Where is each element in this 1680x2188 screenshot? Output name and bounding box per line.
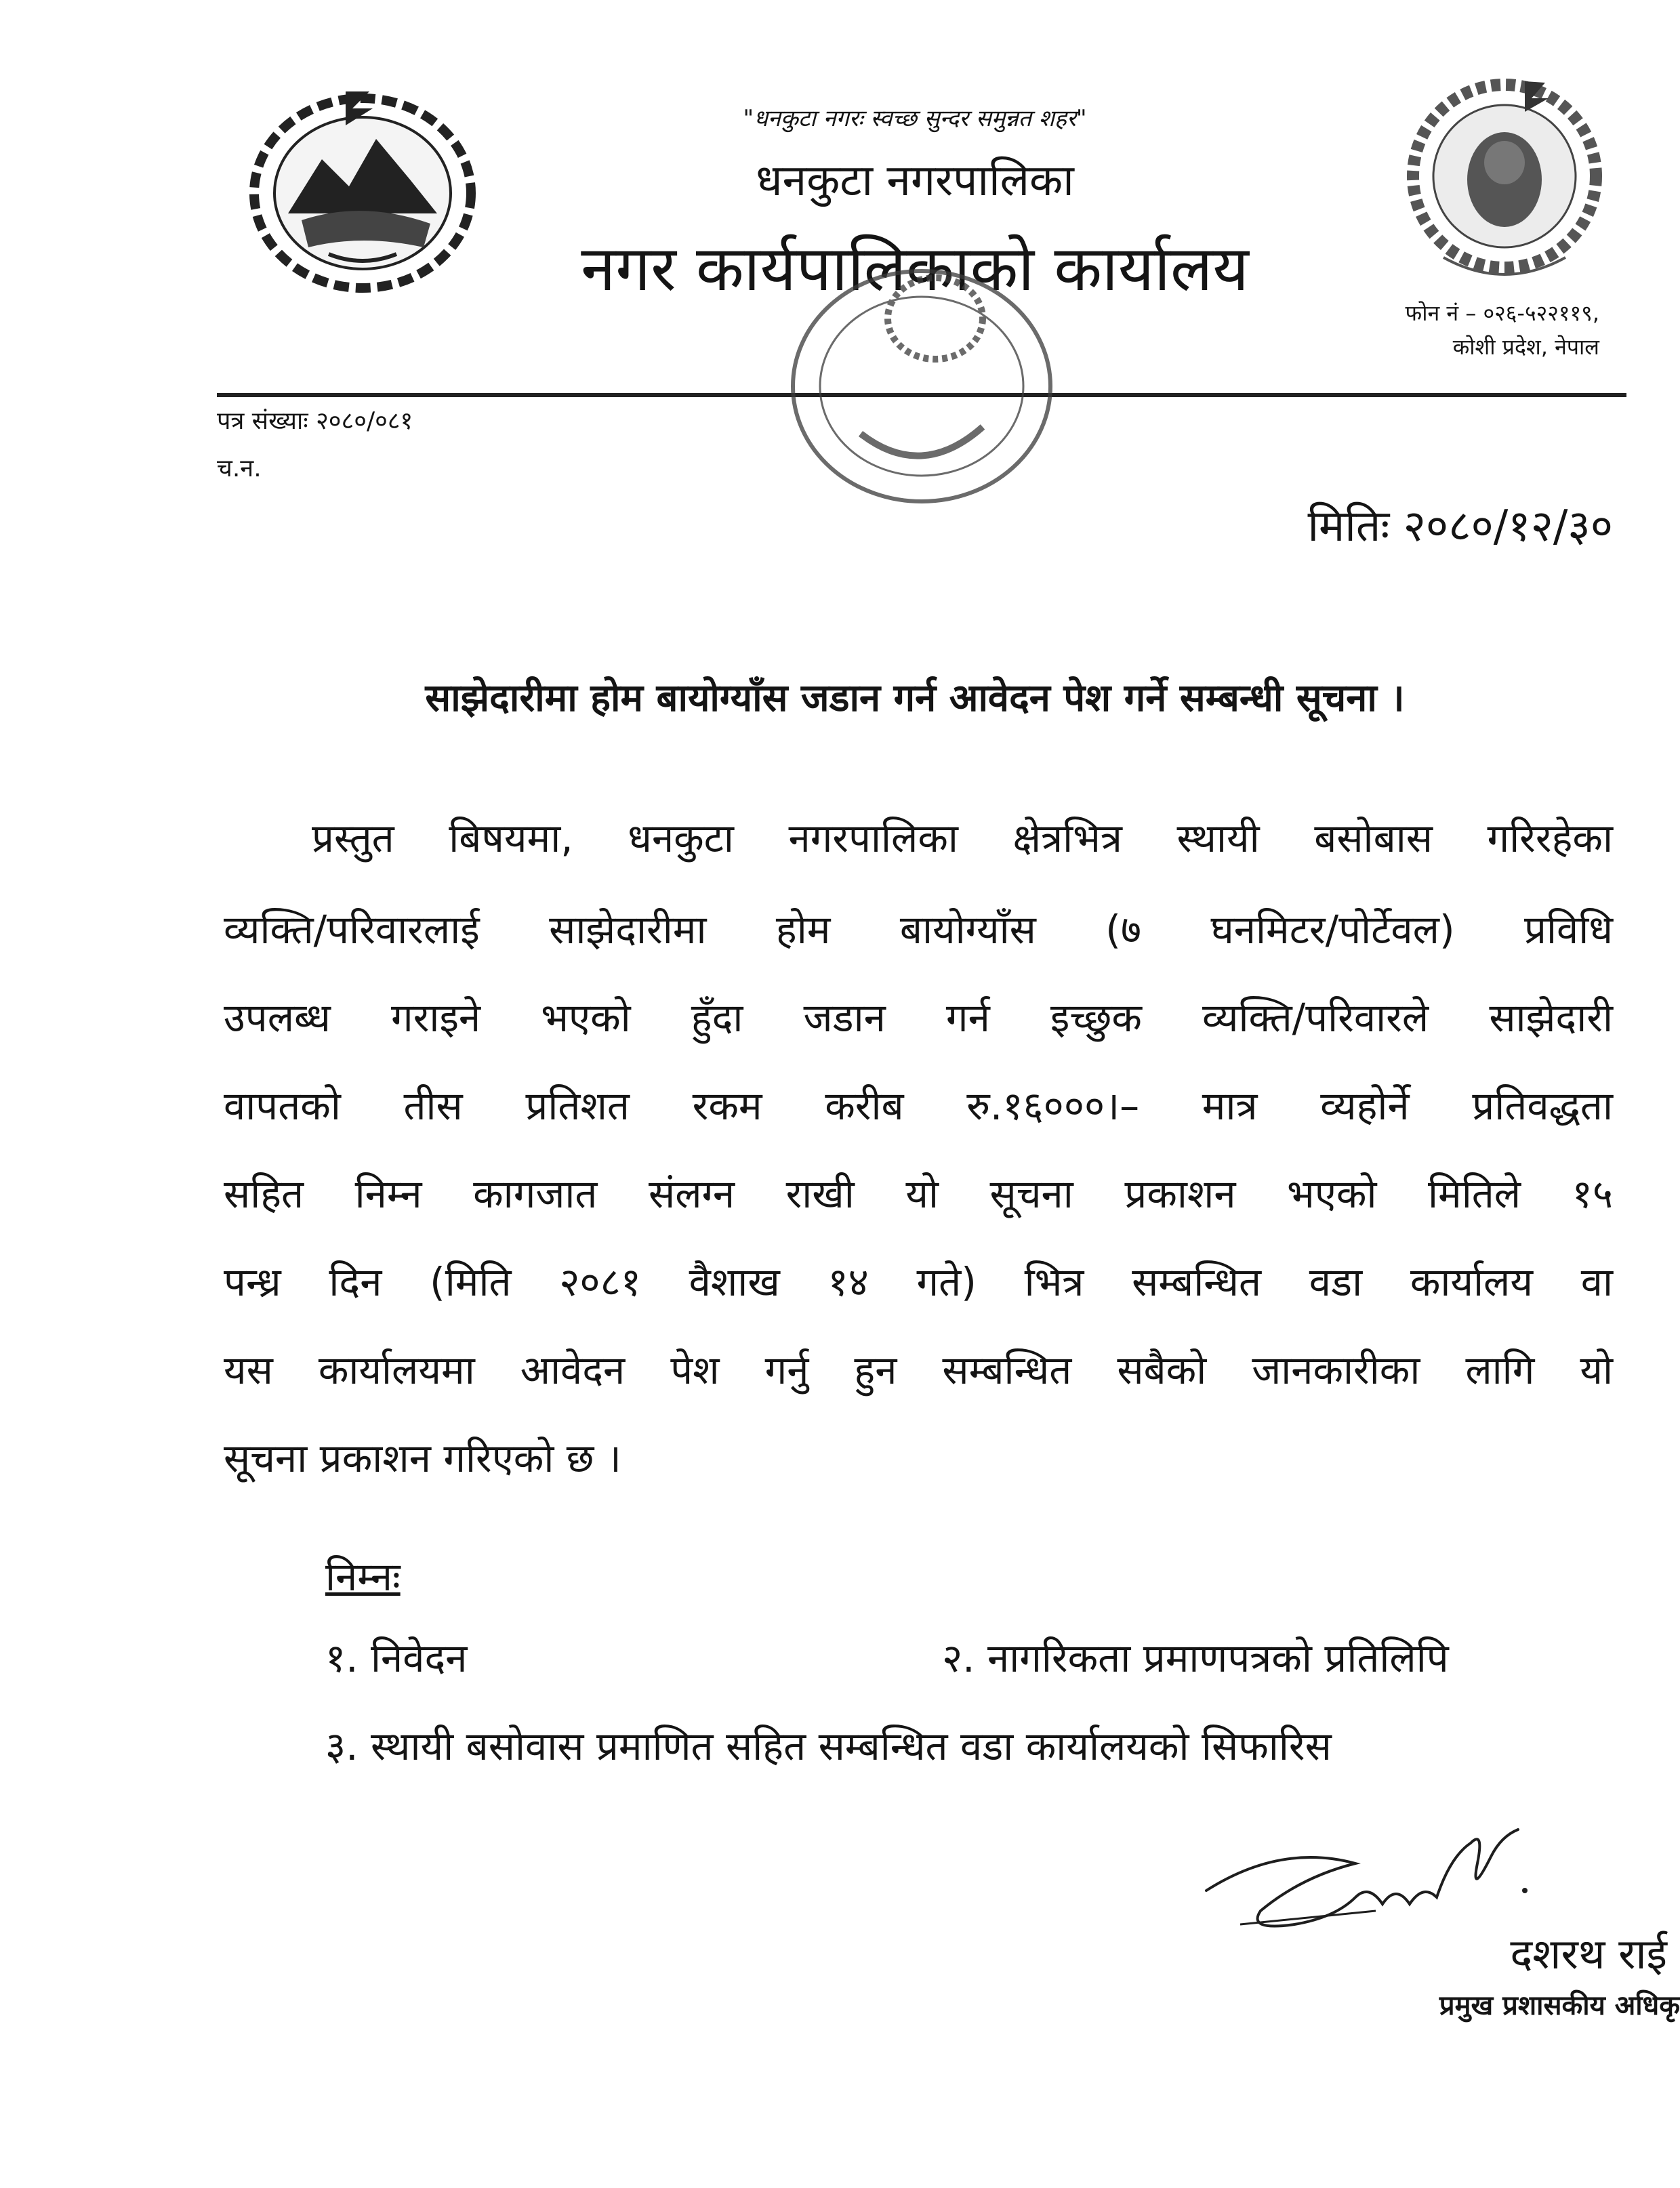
- phone-number: फोन नं – ०२६-५२२११९,: [1405, 300, 1599, 326]
- body-line: वापतको तीस प्रतिशत रकम करीब रु.१६०००।– मात्र व्यहोर्ने प्रतिवद्धता: [224, 1083, 1613, 1129]
- body-line: सूचना प्रकाशन गरिएको छ ।: [224, 1435, 621, 1481]
- office-stamp: [779, 257, 1064, 515]
- requirements-heading: निम्नः: [325, 1554, 401, 1600]
- dispatch-number: च.न.: [217, 455, 262, 482]
- notice-subject: साझेदारीमा होम बायोग्याँस जडान गर्न आवेदन पेश गर्ने सम्बन्धी सूचना ।: [425, 676, 1405, 720]
- signatory-title: प्रमुख प्रशासकीय अधिकृ: [1439, 1990, 1680, 2021]
- nepal-emblem-logo: [241, 78, 485, 302]
- body-line: उपलब्ध गराइने भएको हुँदा जडान गर्न इच्छुक व्यक्ति/परिवारले साझेदारी: [224, 995, 1613, 1041]
- letter-date: मितिः २०८०/१२/३०: [1307, 501, 1613, 552]
- requirement-item: ३. स्थायी बसोवास प्रमाणित सहित सम्बन्धित वडा कार्यालयको सिफारिस: [325, 1723, 1332, 1769]
- body-line: सहित निम्न कागजात संलग्न राखी यो सूचना प्रकाशन भएको मितिले १५: [224, 1171, 1613, 1217]
- province-address: कोशी प्रदेश, नेपाल: [1452, 334, 1599, 360]
- body-line: यस कार्यालयमा आवेदन पेश गर्नु हुन सम्बन्धित सबैको जानकारीका लागि यो: [224, 1347, 1613, 1393]
- requirement-item: २. नागरिकता प्रमाणपत्रको प्रतिलिपि: [942, 1635, 1449, 1681]
- municipality-name: धनकुटा नगरपालिका: [756, 156, 1074, 206]
- requirement-item: १. निवेदन: [325, 1635, 468, 1681]
- municipality-seal-logo: [1403, 75, 1606, 298]
- body-line: व्यक्ति/परिवारलाई साझेदारीमा होम बायोग्याँस (७ घनमिटर/पोर्टेवल) प्रविधि: [224, 907, 1613, 953]
- office-title: नगर कार्यपालिकाको कार्यालय: [581, 232, 1249, 305]
- letter-number: पत्र संख्याः २०८०/०८१: [217, 407, 413, 435]
- slogan: "धनकुटा नगरः स्वच्छ सुन्दर समुन्नत शहर": [743, 105, 1087, 132]
- body-line: प्रस्तुत बिषयमा, धनकुटा नगरपालिका क्षेत्रभित्र स्थायी बसोबास गरिरहेका: [312, 815, 1613, 861]
- body-line: पन्ध्र दिन (मिति २०८१ वैशाख १४ गते) भित्र सम्बन्धित वडा कार्यालय वा: [224, 1259, 1613, 1305]
- signatory-name: दशरथ राई: [1510, 1929, 1667, 1979]
